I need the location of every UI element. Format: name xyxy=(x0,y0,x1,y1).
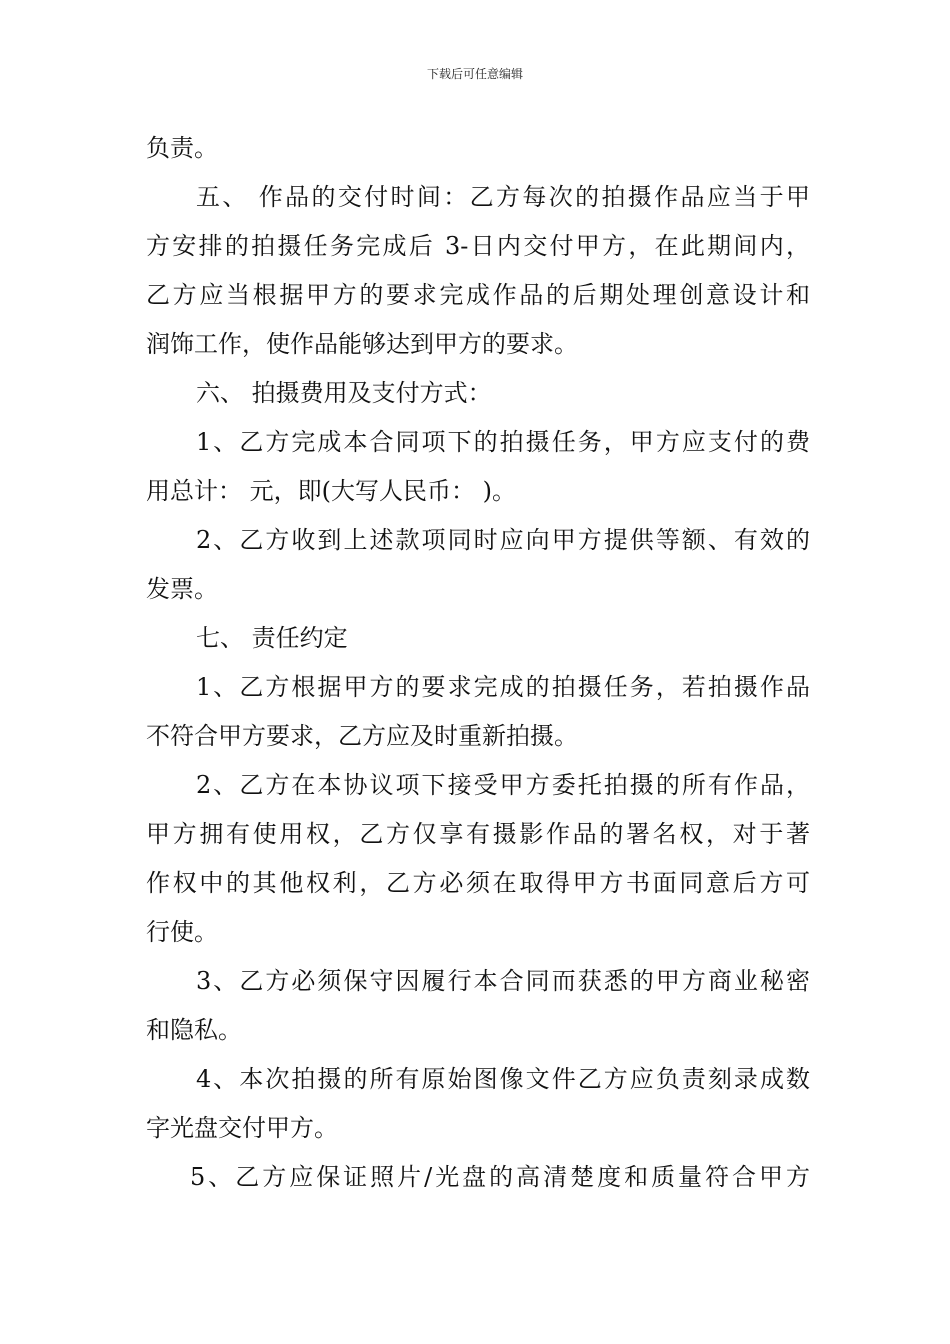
text-line: 4、本次拍摄的所有原始图像文件乙方应负责刻录成数 xyxy=(196,1065,810,1093)
text-line: 发票。 xyxy=(146,575,218,603)
text-line: 润饰工作，使作品能够达到甲方的要求。 xyxy=(146,330,578,358)
text-line: 行使。 xyxy=(146,918,218,946)
text-line: 乙方应当根据甲方的要求完成作品的后期处理创意设计和 xyxy=(146,281,810,309)
section-five-heading: 五、 作品的交付时间：乙方每次的拍摄作品应当于甲 xyxy=(196,183,810,211)
text-line: 3、乙方必须保守因履行本合同而获悉的甲方商业秘密 xyxy=(196,967,810,995)
page-header: 下载后可任意编辑 xyxy=(426,67,523,81)
text-line: 2、乙方收到上述款项同时应向甲方提供等额、有效的 xyxy=(196,526,810,554)
section-seven-heading: 七、 责任约定 xyxy=(196,624,348,652)
text-line: 1、乙方根据甲方的要求完成的拍摄任务，若拍摄作品 xyxy=(196,673,810,701)
text-line: 1、乙方完成本合同项下的拍摄任务，甲方应支付的费 xyxy=(196,428,810,456)
text-line: 作权中的其他权利，乙方必须在取得甲方书面同意后方可 xyxy=(146,869,810,897)
text-line: 负责。 xyxy=(146,134,218,162)
text-line: 不符合甲方要求，乙方应及时重新拍摄。 xyxy=(146,722,578,750)
text-line: 和隐私。 xyxy=(146,1016,242,1044)
text-line: 用总计： 元，即(大写人民币： )。 xyxy=(146,477,516,505)
document-body xyxy=(146,124,810,1202)
text-line: 甲方拥有使用权，乙方仅享有摄影作品的署名权，对于著 xyxy=(146,820,810,848)
section-six-heading: 六、 拍摄费用及支付方式： xyxy=(196,379,492,407)
text-line: 字光盘交付甲方。 xyxy=(146,1114,338,1142)
text-line: 方安排的拍摄任务完成后 3-日内交付甲方，在此期间内， xyxy=(146,232,810,260)
text-line: 2、乙方在本协议项下接受甲方委托拍摄的所有作品， xyxy=(196,771,810,799)
text-line: 5、乙方应保证照片/光盘的高清楚度和质量符合甲方 xyxy=(190,1163,810,1191)
